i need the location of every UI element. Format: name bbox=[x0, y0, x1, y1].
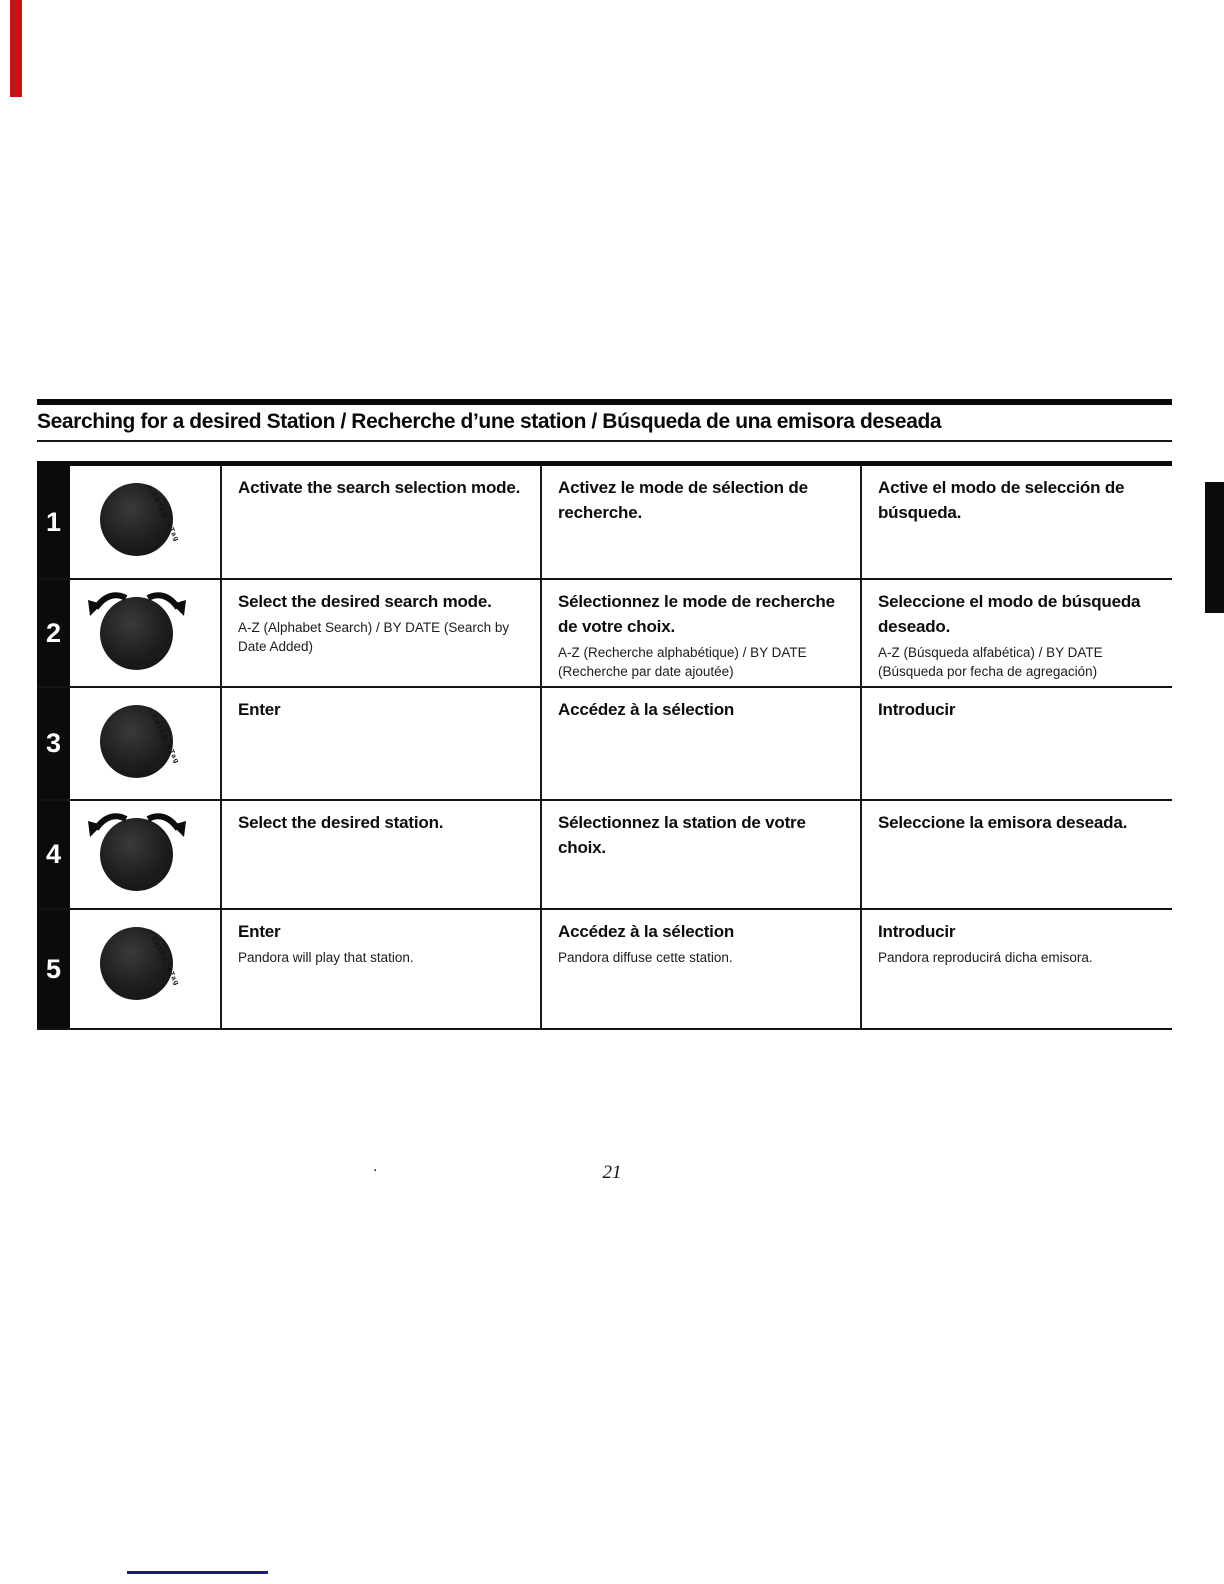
search-icon: ⌕ bbox=[143, 704, 157, 715]
table-row-step-5 bbox=[37, 910, 1172, 1030]
step-number: 5 bbox=[37, 910, 70, 1028]
page-edge-tab bbox=[1205, 482, 1224, 613]
instruction-es: Seleccione la emisora deseada. bbox=[878, 813, 1128, 832]
step-1-french-cell bbox=[540, 466, 860, 578]
instruction-es: Active el modo de selección de búsqueda. bbox=[878, 478, 1125, 522]
step-5-french-cell bbox=[540, 910, 860, 1028]
step-5-english-cell bbox=[220, 910, 540, 1028]
instruction-en: Enter bbox=[238, 700, 281, 719]
instruction-en: Activate the search selection mode. bbox=[238, 478, 521, 497]
instruction-fr-note: Pandora diffuse cette station. bbox=[558, 950, 733, 965]
instruction-fr: Accédez à la sélection bbox=[558, 700, 735, 719]
step-2-english-cell bbox=[220, 580, 540, 686]
step-1-spanish-cell bbox=[860, 466, 1172, 578]
instruction-fr-note: A-Z (Recherche alphabétique) / BY DATE (Recherche par date ajoutée) bbox=[558, 645, 807, 679]
instruction-es-note: Pandora reproducirá dicha emisora. bbox=[878, 950, 1093, 965]
title-bottom-rule bbox=[37, 440, 1172, 442]
control-dial-rotate bbox=[70, 801, 220, 908]
instruction-es: Introducir bbox=[878, 922, 956, 941]
step-4-spanish-cell bbox=[860, 801, 1172, 908]
table-row-step-3 bbox=[37, 688, 1172, 801]
step-4-english-cell bbox=[220, 801, 540, 908]
dial-enter-text: ENTER bbox=[149, 935, 169, 965]
footer-blue-line bbox=[127, 1571, 268, 1574]
instruction-en-note: Pandora will play that station. bbox=[238, 950, 414, 965]
instruction-fr: Sélectionnez le mode de recherche de votre choix. bbox=[558, 592, 835, 636]
step-4-french-cell bbox=[540, 801, 860, 908]
step-number: 2 bbox=[37, 580, 70, 686]
instruction-fr: Accédez à la sélection bbox=[558, 922, 735, 941]
title-top-rule bbox=[37, 399, 1172, 405]
step-2-spanish-cell bbox=[860, 580, 1172, 686]
instruction-en-note: A-Z (Alphabet Search) / BY DATE (Search by Date Added) bbox=[238, 620, 510, 654]
instruction-es: Seleccione el modo de búsqueda deseado. bbox=[878, 592, 1141, 636]
page-number: 21 bbox=[602, 1162, 622, 1183]
red-edge-mark bbox=[10, 0, 22, 97]
dial-enter-text: ENTER bbox=[149, 713, 169, 743]
control-dial-press bbox=[70, 910, 220, 1028]
steps-table bbox=[37, 461, 1172, 1030]
step-3-spanish-cell bbox=[860, 688, 1172, 799]
control-dial-rotate bbox=[70, 580, 220, 686]
dial-tag-text: ◄Tag bbox=[163, 741, 181, 766]
search-icon: ⌕ bbox=[143, 926, 157, 937]
instruction-en: Select the desired search mode. bbox=[238, 592, 492, 611]
step-1-english-cell bbox=[220, 466, 540, 578]
instruction-en: Select the desired station. bbox=[238, 813, 444, 832]
instruction-es-note: A-Z (Búsqueda alfabética) / BY DATE (Búsqueda por fecha de agregación) bbox=[878, 645, 1103, 679]
control-dial-press bbox=[70, 466, 220, 578]
dial-tag-text: ◄Tag bbox=[163, 963, 181, 988]
step-2-french-cell bbox=[540, 580, 860, 686]
table-row-step-2 bbox=[37, 580, 1172, 688]
stray-dot: . bbox=[373, 1158, 378, 1175]
control-dial-press bbox=[70, 688, 220, 799]
instruction-en: Enter bbox=[238, 922, 281, 941]
dial-tag-text: ◄Tag bbox=[163, 519, 181, 544]
step-number: 1 bbox=[37, 466, 70, 578]
instruction-fr: Sélectionnez la station de votre choix. bbox=[558, 813, 806, 857]
instruction-fr: Activez le mode de sélection de recherche. bbox=[558, 478, 808, 522]
step-5-spanish-cell bbox=[860, 910, 1172, 1028]
table-row-step-4 bbox=[37, 801, 1172, 910]
step-3-english-cell bbox=[220, 688, 540, 799]
step-number: 4 bbox=[37, 801, 70, 908]
section-title: Searching for a desired Station / Recherche d’une station / Búsqueda de una emisora deseada bbox=[37, 410, 942, 433]
table-row-step-1 bbox=[37, 466, 1172, 580]
rotate-arrows-icon bbox=[82, 805, 194, 849]
instruction-es: Introducir bbox=[878, 700, 956, 719]
rotate-arrows-icon bbox=[82, 584, 194, 628]
step-3-french-cell bbox=[540, 688, 860, 799]
step-number: 3 bbox=[37, 688, 70, 799]
dial-enter-text: ENTER bbox=[149, 491, 169, 521]
search-icon: ⌕ bbox=[143, 482, 157, 493]
